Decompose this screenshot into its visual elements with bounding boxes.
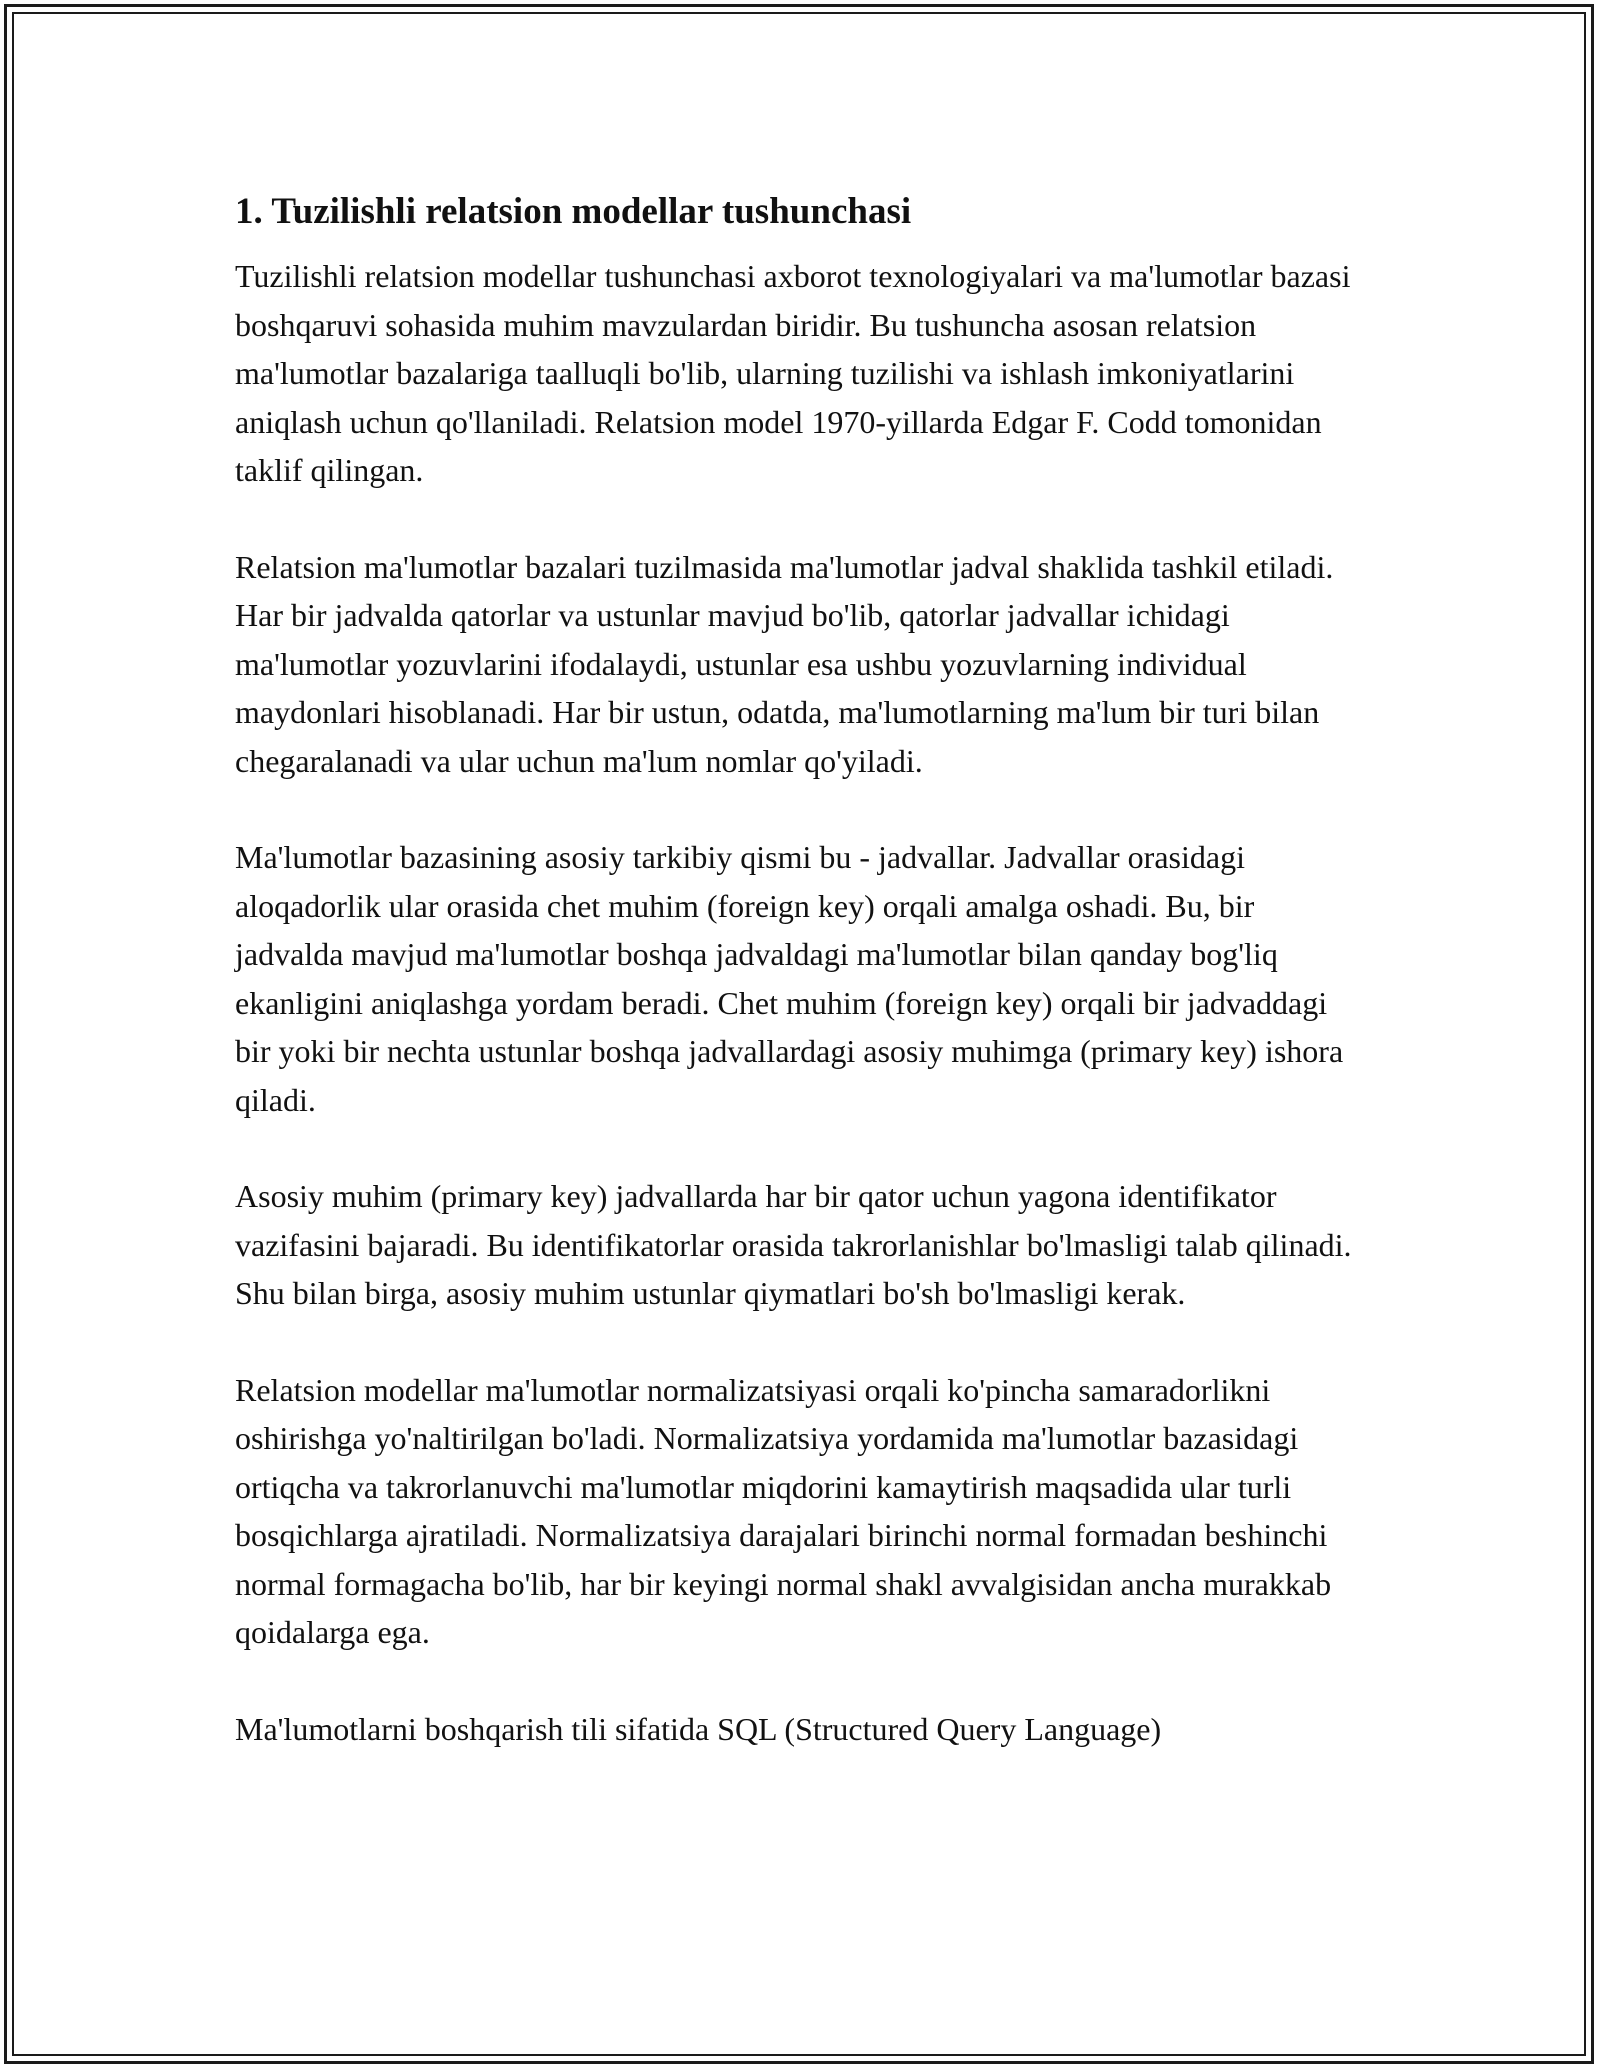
paragraph-intro: Tuzilishli relatsion modellar tushunchasi axborot texnologiyalari va ma'lumotlar bazasi boshqaruvi sohasida muhim mavzulardan biridir. Bu tushuncha asosan relatsion ma'lumotlar bazalariga taalluqli bo'lib, ularning tuzilishi va ishlash imkoniyatlarini aniqlash uchun qo'llaniladi. Relatsion model 1970-yillarda Edgar F. Codd tomonidan taklif qilingan.	[235, 258, 1351, 488]
paragraph-tables: Relatsion ma'lumotlar bazalari tuzilmasida ma'lumotlar jadval shaklida tashkil etiladi. Har bir jadvalda qatorlar va ustunlar mavjud bo'lib, qatorlar jadvallar ichidagi ma'lumotlar yozuvlarini ifodalaydi, ustunlar esa ushbu yozuvlarning individual maydonlari hisoblanadi. Har bir ustun, odatda, ma'lumotlarning ma'lum bir turi bilan chegaralanadi va ular uchun ma'lum nomlar qo'yiladi.	[235, 548, 1334, 779]
section-heading: 1. Tuzilishli relatsion modellar tushunchasi	[235, 191, 912, 232]
paragraph-foreign-key: Ma'lumotlar bazasining asosiy tarkibiy qismi bu - jadvallar. Jadvallar orasidagi aloqadorlik ular orasida chet muhim (foreign key) orqali amalga oshadi. Bu, bir jadvalda mavjud ma'lumotlar boshqa jadvaldagi ma'lumotlar bilan qanday bog'liq ekanligini aniqlashga yordam beradi. Chet muhim (foreign key) orqali bir jadvaddagi bir yoki bir nechta ustunlar boshqa jadvallardagi asosiy muhimga (primary key) ishora qiladi.	[235, 839, 1344, 1118]
paragraph-sql: Ma'lumotlarni boshqarish tili sifatida SQL (Structured Query Language)	[235, 1710, 1162, 1747]
paragraph-primary-key: Asosiy muhim (primary key) jadvallarda har bir qator uchun yagona identifikator vazifasini bajaradi. Bu identifikatorlar orasida takrorlanishlar bo'lmasligi talab qilinadi. Shu bilan birga, asosiy muhim ustunlar qiymatlari bo'sh bo'lmasligi kerak.	[235, 1178, 1352, 1311]
document-body	[235, 188, 1365, 1801]
paragraph-normalization: Relatsion modellar ma'lumotlar normalizatsiyasi orqali ko'pincha samaradorlikni oshirishga yo'naltirilgan bo'ladi. Normalizatsiya yordamida ma'lumotlar bazasidagi ortiqcha va takrorlanuvchi ma'lumotlar miqdorini kamaytirish maqsadida ular turli bosqichlarga ajratiladi. Normalizatsiya darajalari birinchi normal formadan beshinchi normal formagacha bo'lib, har bir keyingi normal shakl avvalgisidan ancha murakkab qoidalarga ega.	[235, 1371, 1332, 1650]
